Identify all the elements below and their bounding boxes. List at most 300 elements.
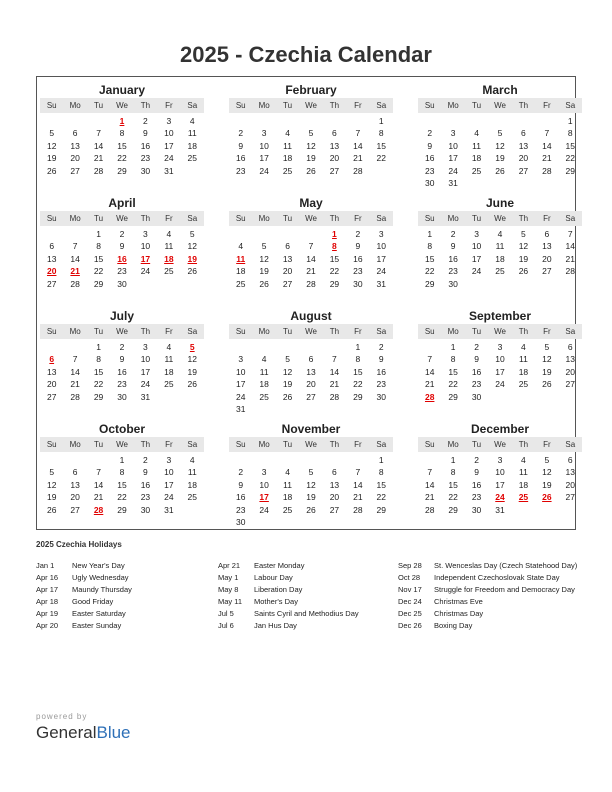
day-grid <box>229 454 393 528</box>
holiday-list-column-2 <box>218 560 398 632</box>
day-cell: 20 <box>518 153 529 164</box>
holiday-day-cell: 1 <box>332 229 337 239</box>
day-cell: 23 <box>424 165 435 176</box>
day-grid <box>418 341 582 403</box>
month-name: January <box>98 83 146 97</box>
month-december <box>418 416 582 526</box>
day-cell: 2 <box>378 342 384 352</box>
day-cell: 28 <box>306 278 316 289</box>
day-cell: 4 <box>285 128 290 139</box>
holiday-item <box>36 596 216 608</box>
empty-cell <box>346 115 369 127</box>
weekday-label: Mo <box>258 440 270 449</box>
day-grid <box>418 454 582 516</box>
empty-cell <box>87 115 110 127</box>
day-cell: 6 <box>544 229 550 239</box>
weekday-header <box>40 211 204 226</box>
day-cell: 2 <box>119 229 125 239</box>
day-cell: 16 <box>424 153 435 164</box>
weekday-label: We <box>494 327 506 336</box>
day-cell: 29 <box>329 278 340 289</box>
day-cell: 31 <box>164 165 174 176</box>
weekday-label: Tu <box>472 440 482 449</box>
day-cell: 4 <box>238 241 244 252</box>
day-cell: 8 <box>355 354 361 365</box>
powered-by-text: powered by <box>36 712 88 721</box>
holiday-name: Labour Day <box>254 573 293 582</box>
day-cell: 19 <box>46 153 57 164</box>
day-cell: 13 <box>306 366 316 377</box>
weekday-label: Tu <box>472 327 482 336</box>
day-cell: 29 <box>448 391 458 402</box>
day-cell: 18 <box>187 479 198 490</box>
month-august <box>229 303 393 413</box>
day-cell: 18 <box>187 140 198 151</box>
weekday-label: Sa <box>565 440 576 449</box>
day-cell: 28 <box>353 165 363 176</box>
weekday-label: Fr <box>543 101 551 110</box>
holiday-item <box>218 560 398 572</box>
day-cell: 11 <box>495 241 505 252</box>
month-june <box>418 190 582 300</box>
day-cell: 25 <box>164 379 174 390</box>
month-april <box>40 190 204 300</box>
weekday-label: Su <box>46 440 57 449</box>
empty-cell <box>276 454 299 466</box>
holiday-date: May 11 <box>218 597 243 606</box>
day-cell: 20 <box>306 379 316 390</box>
weekday-label: Mo <box>69 214 81 223</box>
holiday-name: Easter Saturday <box>72 609 126 618</box>
day-cell: 31 <box>235 403 246 414</box>
day-cell: 21 <box>353 492 363 503</box>
weekday-label: Th <box>140 214 151 223</box>
holiday-item <box>36 560 216 572</box>
day-cell: 21 <box>542 153 552 164</box>
day-cell: 27 <box>282 278 293 289</box>
day-cell: 3 <box>378 229 384 239</box>
day-cell: 8 <box>119 128 125 139</box>
day-cell: 5 <box>49 467 55 478</box>
weekday-label: We <box>305 101 317 110</box>
day-cell: 3 <box>450 128 456 139</box>
holiday-name: Christmas Day <box>434 609 484 618</box>
day-cell: 30 <box>117 391 127 402</box>
day-cell: 6 <box>521 128 526 139</box>
day-cell: 21 <box>565 253 576 264</box>
weekday-label: Th <box>329 440 340 449</box>
weekday-header <box>229 324 393 339</box>
weekday-label: Mo <box>69 327 81 336</box>
day-cell: 19 <box>259 266 269 277</box>
weekday-label: Sa <box>187 327 198 336</box>
day-cell: 26 <box>46 504 57 515</box>
holiday-day-cell: 17 <box>259 492 269 503</box>
day-cell: 30 <box>424 177 435 188</box>
day-cell: 13 <box>70 479 80 490</box>
holiday-date: Apr 16 <box>36 573 59 582</box>
day-cell: 9 <box>119 354 125 365</box>
weekday-label: Tu <box>94 214 104 223</box>
day-cell: 31 <box>164 504 174 515</box>
weekday-header <box>418 324 582 339</box>
day-cell: 30 <box>353 278 363 289</box>
day-cell: 4 <box>521 455 526 465</box>
day-cell: 27 <box>46 391 57 402</box>
weekday-label: Sa <box>565 327 576 336</box>
day-cell: 31 <box>495 504 505 515</box>
day-cell: 6 <box>567 455 573 465</box>
day-cell: 22 <box>329 266 340 277</box>
empty-cell <box>229 115 252 127</box>
day-cell: 20 <box>565 479 576 490</box>
day-cell: 12 <box>187 241 198 252</box>
day-cell: 9 <box>474 354 479 365</box>
holiday-item <box>218 608 398 620</box>
day-cell: 20 <box>46 379 57 390</box>
day-cell: 9 <box>355 241 361 252</box>
day-cell: 27 <box>70 165 80 176</box>
day-cell: 25 <box>164 266 174 277</box>
weekday-header <box>418 211 582 226</box>
holiday-day-cell: 24 <box>495 492 505 503</box>
empty-cell <box>276 228 299 240</box>
empty-cell <box>40 341 63 353</box>
day-cell: 31 <box>448 177 458 188</box>
holiday-day-cell: 28 <box>93 504 104 515</box>
day-cell: 23 <box>140 153 151 164</box>
holiday-name: Struggle for Freedom and Democracy Day <box>434 585 575 594</box>
weekday-label: Su <box>235 440 246 449</box>
holiday-date: Jul 6 <box>218 621 234 630</box>
day-cell: 25 <box>518 379 529 390</box>
day-cell: 3 <box>143 342 148 352</box>
weekday-label: Tu <box>94 440 104 449</box>
day-cell: 5 <box>49 128 55 139</box>
day-cell: 29 <box>117 504 127 515</box>
brand-logo <box>36 723 131 743</box>
day-cell: 17 <box>376 253 387 264</box>
holiday-name: New Year's Day <box>72 561 125 570</box>
day-cell: 11 <box>472 140 481 151</box>
day-cell: 19 <box>542 479 552 490</box>
day-cell: 6 <box>49 241 55 252</box>
day-cell: 14 <box>329 366 340 377</box>
day-cell: 10 <box>471 241 482 252</box>
day-cell: 14 <box>93 479 104 490</box>
day-cell: 26 <box>187 379 198 390</box>
day-cell: 3 <box>238 354 244 365</box>
holiday-date: Dec 25 <box>398 609 422 618</box>
month-may <box>229 190 393 300</box>
holiday-item <box>36 620 216 632</box>
day-cell: 24 <box>164 492 174 503</box>
holiday-date: May 8 <box>218 585 239 594</box>
day-cell: 23 <box>448 266 458 277</box>
holiday-date: May 1 <box>218 573 239 582</box>
day-cell: 18 <box>518 366 529 377</box>
day-cell: 22 <box>424 266 435 277</box>
day-cell: 2 <box>238 128 244 139</box>
day-cell: 18 <box>235 266 246 277</box>
weekday-label: Fr <box>354 440 362 449</box>
day-cell: 6 <box>308 354 314 365</box>
day-cell: 2 <box>450 229 456 239</box>
day-cell: 5 <box>189 229 195 239</box>
day-cell: 19 <box>306 153 316 164</box>
empty-cell <box>252 454 275 466</box>
weekday-label: We <box>494 101 506 110</box>
day-cell: 14 <box>70 253 80 264</box>
day-grid <box>40 341 204 403</box>
day-cell: 8 <box>450 354 456 365</box>
empty-cell <box>229 228 252 240</box>
day-cell: 14 <box>565 241 576 252</box>
holiday-date: Apr 21 <box>218 561 241 570</box>
empty-cell <box>418 454 441 466</box>
holiday-item <box>398 608 578 620</box>
day-cell: 8 <box>378 128 384 139</box>
weekday-label: Mo <box>258 327 270 336</box>
day-cell: 5 <box>521 229 526 239</box>
day-cell: 28 <box>70 278 80 289</box>
day-cell: 19 <box>282 379 293 390</box>
day-cell: 15 <box>329 253 340 264</box>
day-cell: 22 <box>353 379 363 390</box>
day-cell: 30 <box>117 278 127 289</box>
day-cell: 24 <box>259 165 269 176</box>
weekday-label: Fr <box>165 214 173 223</box>
day-grid <box>229 341 393 415</box>
holiday-date: Dec 24 <box>398 597 422 606</box>
day-cell: 3 <box>497 342 503 352</box>
weekday-label: We <box>305 327 317 336</box>
holiday-day-cell: 1 <box>119 116 125 126</box>
weekday-header <box>40 437 204 452</box>
day-cell: 9 <box>143 128 148 139</box>
day-cell: 5 <box>308 128 314 139</box>
day-cell: 17 <box>235 379 246 390</box>
day-cell: 25 <box>187 492 198 503</box>
day-cell: 9 <box>238 140 244 151</box>
day-cell: 9 <box>427 140 433 151</box>
empty-cell <box>63 228 86 240</box>
holiday-date: Oct 28 <box>398 573 421 582</box>
day-cell: 30 <box>448 278 458 289</box>
day-cell: 15 <box>353 366 363 377</box>
month-july <box>40 303 204 413</box>
day-cell: 10 <box>259 140 269 151</box>
day-cell: 27 <box>329 165 340 176</box>
day-cell: 12 <box>259 253 269 264</box>
day-cell: 10 <box>259 479 269 490</box>
month-name: February <box>285 83 337 97</box>
day-grid <box>40 115 204 177</box>
holiday-list-column-3 <box>398 560 578 632</box>
day-cell: 12 <box>306 140 316 151</box>
empty-cell <box>63 115 86 127</box>
day-cell: 9 <box>474 467 479 478</box>
day-cell: 16 <box>471 366 482 377</box>
holiday-name: St. Wenceslas Day (Czech Statehood Day) <box>434 561 578 570</box>
holiday-name: Maundy Thursday <box>72 585 132 594</box>
day-cell: 13 <box>565 354 576 365</box>
day-cell: 23 <box>117 266 127 277</box>
day-cell: 25 <box>282 504 293 515</box>
day-cell: 26 <box>518 266 529 277</box>
day-cell: 27 <box>70 504 80 515</box>
day-cell: 28 <box>329 391 340 402</box>
weekday-label: Tu <box>283 101 293 110</box>
day-cell: 10 <box>235 366 246 377</box>
day-cell: 15 <box>376 140 387 151</box>
day-cell: 7 <box>72 354 78 365</box>
day-cell: 4 <box>166 342 172 352</box>
holiday-item <box>398 560 578 572</box>
day-cell: 18 <box>259 379 269 390</box>
holiday-day-cell: 28 <box>424 391 435 402</box>
day-cell: 29 <box>376 504 387 515</box>
day-cell: 2 <box>474 455 479 465</box>
day-cell: 3 <box>166 116 172 126</box>
day-cell: 24 <box>140 266 151 277</box>
day-cell: 8 <box>119 467 125 478</box>
day-cell: 21 <box>424 492 435 503</box>
day-cell: 9 <box>450 241 456 252</box>
month-name: May <box>299 196 323 210</box>
holiday-day-cell: 5 <box>189 342 195 352</box>
weekday-label: We <box>305 214 317 223</box>
weekday-label: We <box>116 101 128 110</box>
weekday-label: Su <box>424 327 435 336</box>
day-cell: 10 <box>495 354 505 365</box>
weekday-label: Sa <box>187 101 198 110</box>
day-cell: 26 <box>259 278 269 289</box>
holiday-name: Easter Sunday <box>72 621 122 630</box>
weekday-label: Sa <box>376 327 387 336</box>
day-cell: 4 <box>189 116 195 126</box>
day-cell: 10 <box>164 128 174 139</box>
day-cell: 4 <box>285 467 290 478</box>
day-cell: 21 <box>353 153 363 164</box>
day-cell: 20 <box>70 153 80 164</box>
day-cell: 17 <box>259 153 269 164</box>
weekday-label: Tu <box>283 214 293 223</box>
day-cell: 22 <box>93 379 104 390</box>
day-cell: 24 <box>164 153 174 164</box>
day-cell: 16 <box>235 153 246 164</box>
weekday-label: Su <box>424 101 435 110</box>
day-cell: 24 <box>495 379 505 390</box>
day-cell: 15 <box>376 479 387 490</box>
day-cell: 18 <box>164 366 174 377</box>
month-name: September <box>468 309 532 323</box>
day-cell: 27 <box>329 504 340 515</box>
day-cell: 20 <box>542 253 552 264</box>
day-cell: 17 <box>471 253 482 264</box>
weekday-label: We <box>116 214 128 223</box>
day-cell: 1 <box>119 455 125 465</box>
month-march <box>418 77 582 187</box>
day-cell: 7 <box>96 128 101 139</box>
day-cell: 29 <box>448 504 458 515</box>
day-cell: 20 <box>565 366 576 377</box>
empty-cell <box>252 115 275 127</box>
day-cell: 2 <box>355 229 361 239</box>
empty-cell <box>323 341 346 353</box>
empty-cell <box>512 115 535 127</box>
brand-blue: Blue <box>96 723 131 742</box>
holiday-name: Christmas Eve <box>434 597 483 606</box>
day-cell: 5 <box>308 467 314 478</box>
day-cell: 9 <box>378 354 384 365</box>
empty-cell <box>441 115 464 127</box>
empty-cell <box>87 454 110 466</box>
day-cell: 1 <box>355 342 361 352</box>
weekday-label: Tu <box>472 214 482 223</box>
day-cell: 29 <box>424 278 435 289</box>
empty-cell <box>63 454 86 466</box>
day-cell: 27 <box>46 278 57 289</box>
holiday-day-cell: 26 <box>542 492 552 503</box>
day-cell: 13 <box>565 467 576 478</box>
empty-cell <box>252 341 275 353</box>
day-cell: 17 <box>495 366 505 377</box>
holidays-title: 2025 Czechia Holidays <box>36 540 122 549</box>
day-cell: 4 <box>166 229 172 239</box>
day-cell: 17 <box>140 366 151 377</box>
day-cell: 14 <box>424 479 435 490</box>
day-cell: 11 <box>283 479 292 490</box>
weekday-label: Fr <box>165 101 173 110</box>
weekday-label: Mo <box>447 440 459 449</box>
holiday-name: Boxing Day <box>434 621 473 630</box>
day-cell: 11 <box>259 366 269 377</box>
day-cell: 12 <box>46 140 57 151</box>
weekday-label: Mo <box>69 440 81 449</box>
empty-cell <box>418 341 441 353</box>
weekday-header <box>229 98 393 113</box>
empty-cell <box>229 341 252 353</box>
day-cell: 13 <box>70 140 80 151</box>
day-cell: 17 <box>495 479 505 490</box>
day-cell: 7 <box>308 241 314 252</box>
weekday-label: Su <box>424 214 435 223</box>
day-cell: 8 <box>450 467 456 478</box>
day-cell: 27 <box>306 391 316 402</box>
holiday-item <box>218 596 398 608</box>
day-cell: 20 <box>70 492 80 503</box>
day-cell: 7 <box>567 229 573 239</box>
weekday-label: We <box>116 327 128 336</box>
day-cell: 16 <box>140 479 151 490</box>
weekday-label: We <box>116 440 128 449</box>
weekday-label: Su <box>46 214 57 223</box>
weekday-label: Su <box>235 327 246 336</box>
weekday-label: Mo <box>258 101 270 110</box>
weekday-label: Fr <box>165 440 173 449</box>
day-cell: 24 <box>376 266 387 277</box>
weekday-label: Sa <box>376 440 387 449</box>
day-cell: 3 <box>166 455 172 465</box>
day-cell: 24 <box>140 379 151 390</box>
day-cell: 16 <box>376 366 387 377</box>
day-cell: 22 <box>117 492 127 503</box>
day-cell: 26 <box>542 379 552 390</box>
empty-cell <box>346 454 369 466</box>
day-cell: 18 <box>282 153 293 164</box>
day-cell: 26 <box>46 165 57 176</box>
